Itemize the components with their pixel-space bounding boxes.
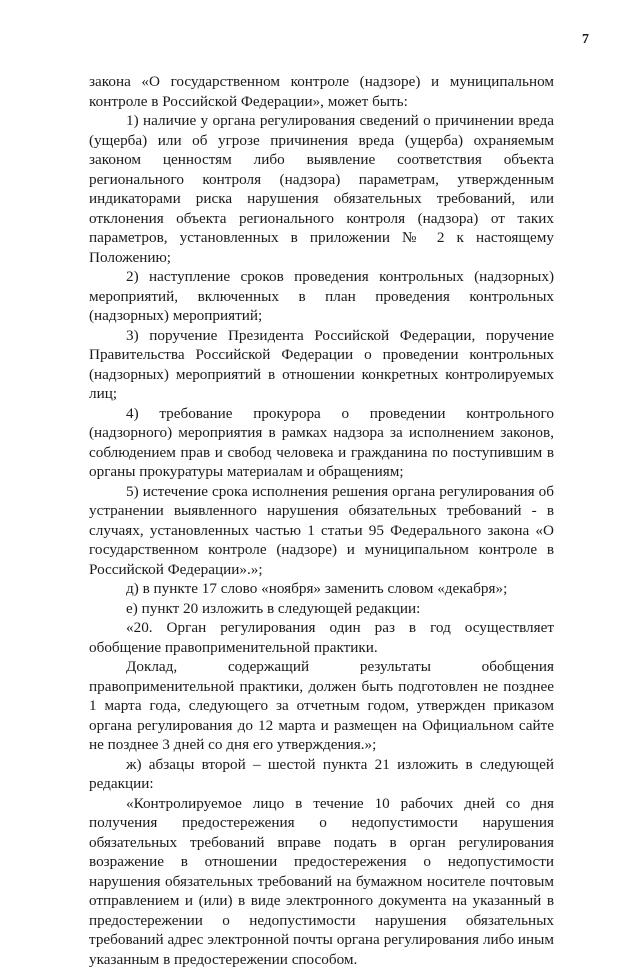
paragraph-intro: закона «О государственном контроле (надзоре) и муниципальном контроле в Российской Федерации», может быть: [89,72,554,111]
paragraph-amendment-zh: ж) абзацы второй – шестой пункта 21 изложить в следующей редакции: [89,755,554,794]
paragraph-item-1: 1) наличие у органа регулирования сведений о причинении вреда (ущерба) или об угрозе причинения вреда (ущерба) охраняемым законом ценностям либо выявление соответствия объекта регионального контроля (надзора) параметрам, утвержденным индикаторами риска нарушения обязательных требований, или отклонения объекта регионального контроля (надзора) от таких параметров, установленных в приложении № 2 к настоящему Положению; [89,111,554,267]
document-body [89,72,554,969]
paragraph-item-3: 3) поручение Президента Российской Федерации, поручение Правительства Российской Федерации о проведении контрольных (надзорных) мероприятий в отношении конкретных контролируемых лиц; [89,326,554,404]
paragraph-report: Доклад, содержащий результаты обобщения правоприменительной практики, должен быть подготовлен не позднее 1 марта года, следующего за отчетным годом, утвержден приказом органа регулирования до 12 марта и размещен на Официальном сайте не позднее 3 дней со дня его утверждения.»; [89,657,554,755]
page-number: 7 [582,32,589,48]
paragraph-item-2: 2) наступление сроков проведения контрольных (надзорных) мероприятий, включенных в план проведения контрольных (надзорных) мероприятий; [89,267,554,326]
paragraph-point-20: «20. Орган регулирования один раз в год осуществляет обобщение правоприменительной практики. [89,618,554,657]
paragraph-item-5: 5) истечение срока исполнения решения органа регулирования об устранении выявленного нарушения обязательных требований - в случаях, установленных частью 1 статьи 95 Федерального закона «О государственном контроле (надзоре) и муниципальном контроле в Российской Федерации».»; [89,482,554,580]
paragraph-amendment-e: е) пункт 20 изложить в следующей редакции: [89,599,554,619]
paragraph-amendment-d: д) в пункте 17 слово «ноября» заменить словом «декабря»; [89,579,554,599]
paragraph-item-4: 4) требование прокурора о проведении контрольного (надзорного) мероприятия в рамках надзора за исполнением законов, соблюдением прав и свобод человека и гражданина по поступившим в органы прокуратуры материалам и обращениям; [89,404,554,482]
paragraph-controlled-person: «Контролируемое лицо в течение 10 рабочих дней со дня получения предостережения о недопустимости нарушения обязательных требований вправе подать в орган регулирования возражение в отношении предостережения о недопустимости нарушения обязательных требований на бумажном носителе почтовым отправлением и (или) в виде электронного документа на указанный в предостережении о недопустимости нарушения обязательных требований адрес электронной почты органа регулирования либо иным указанным в предостережении способом. [89,794,554,969]
